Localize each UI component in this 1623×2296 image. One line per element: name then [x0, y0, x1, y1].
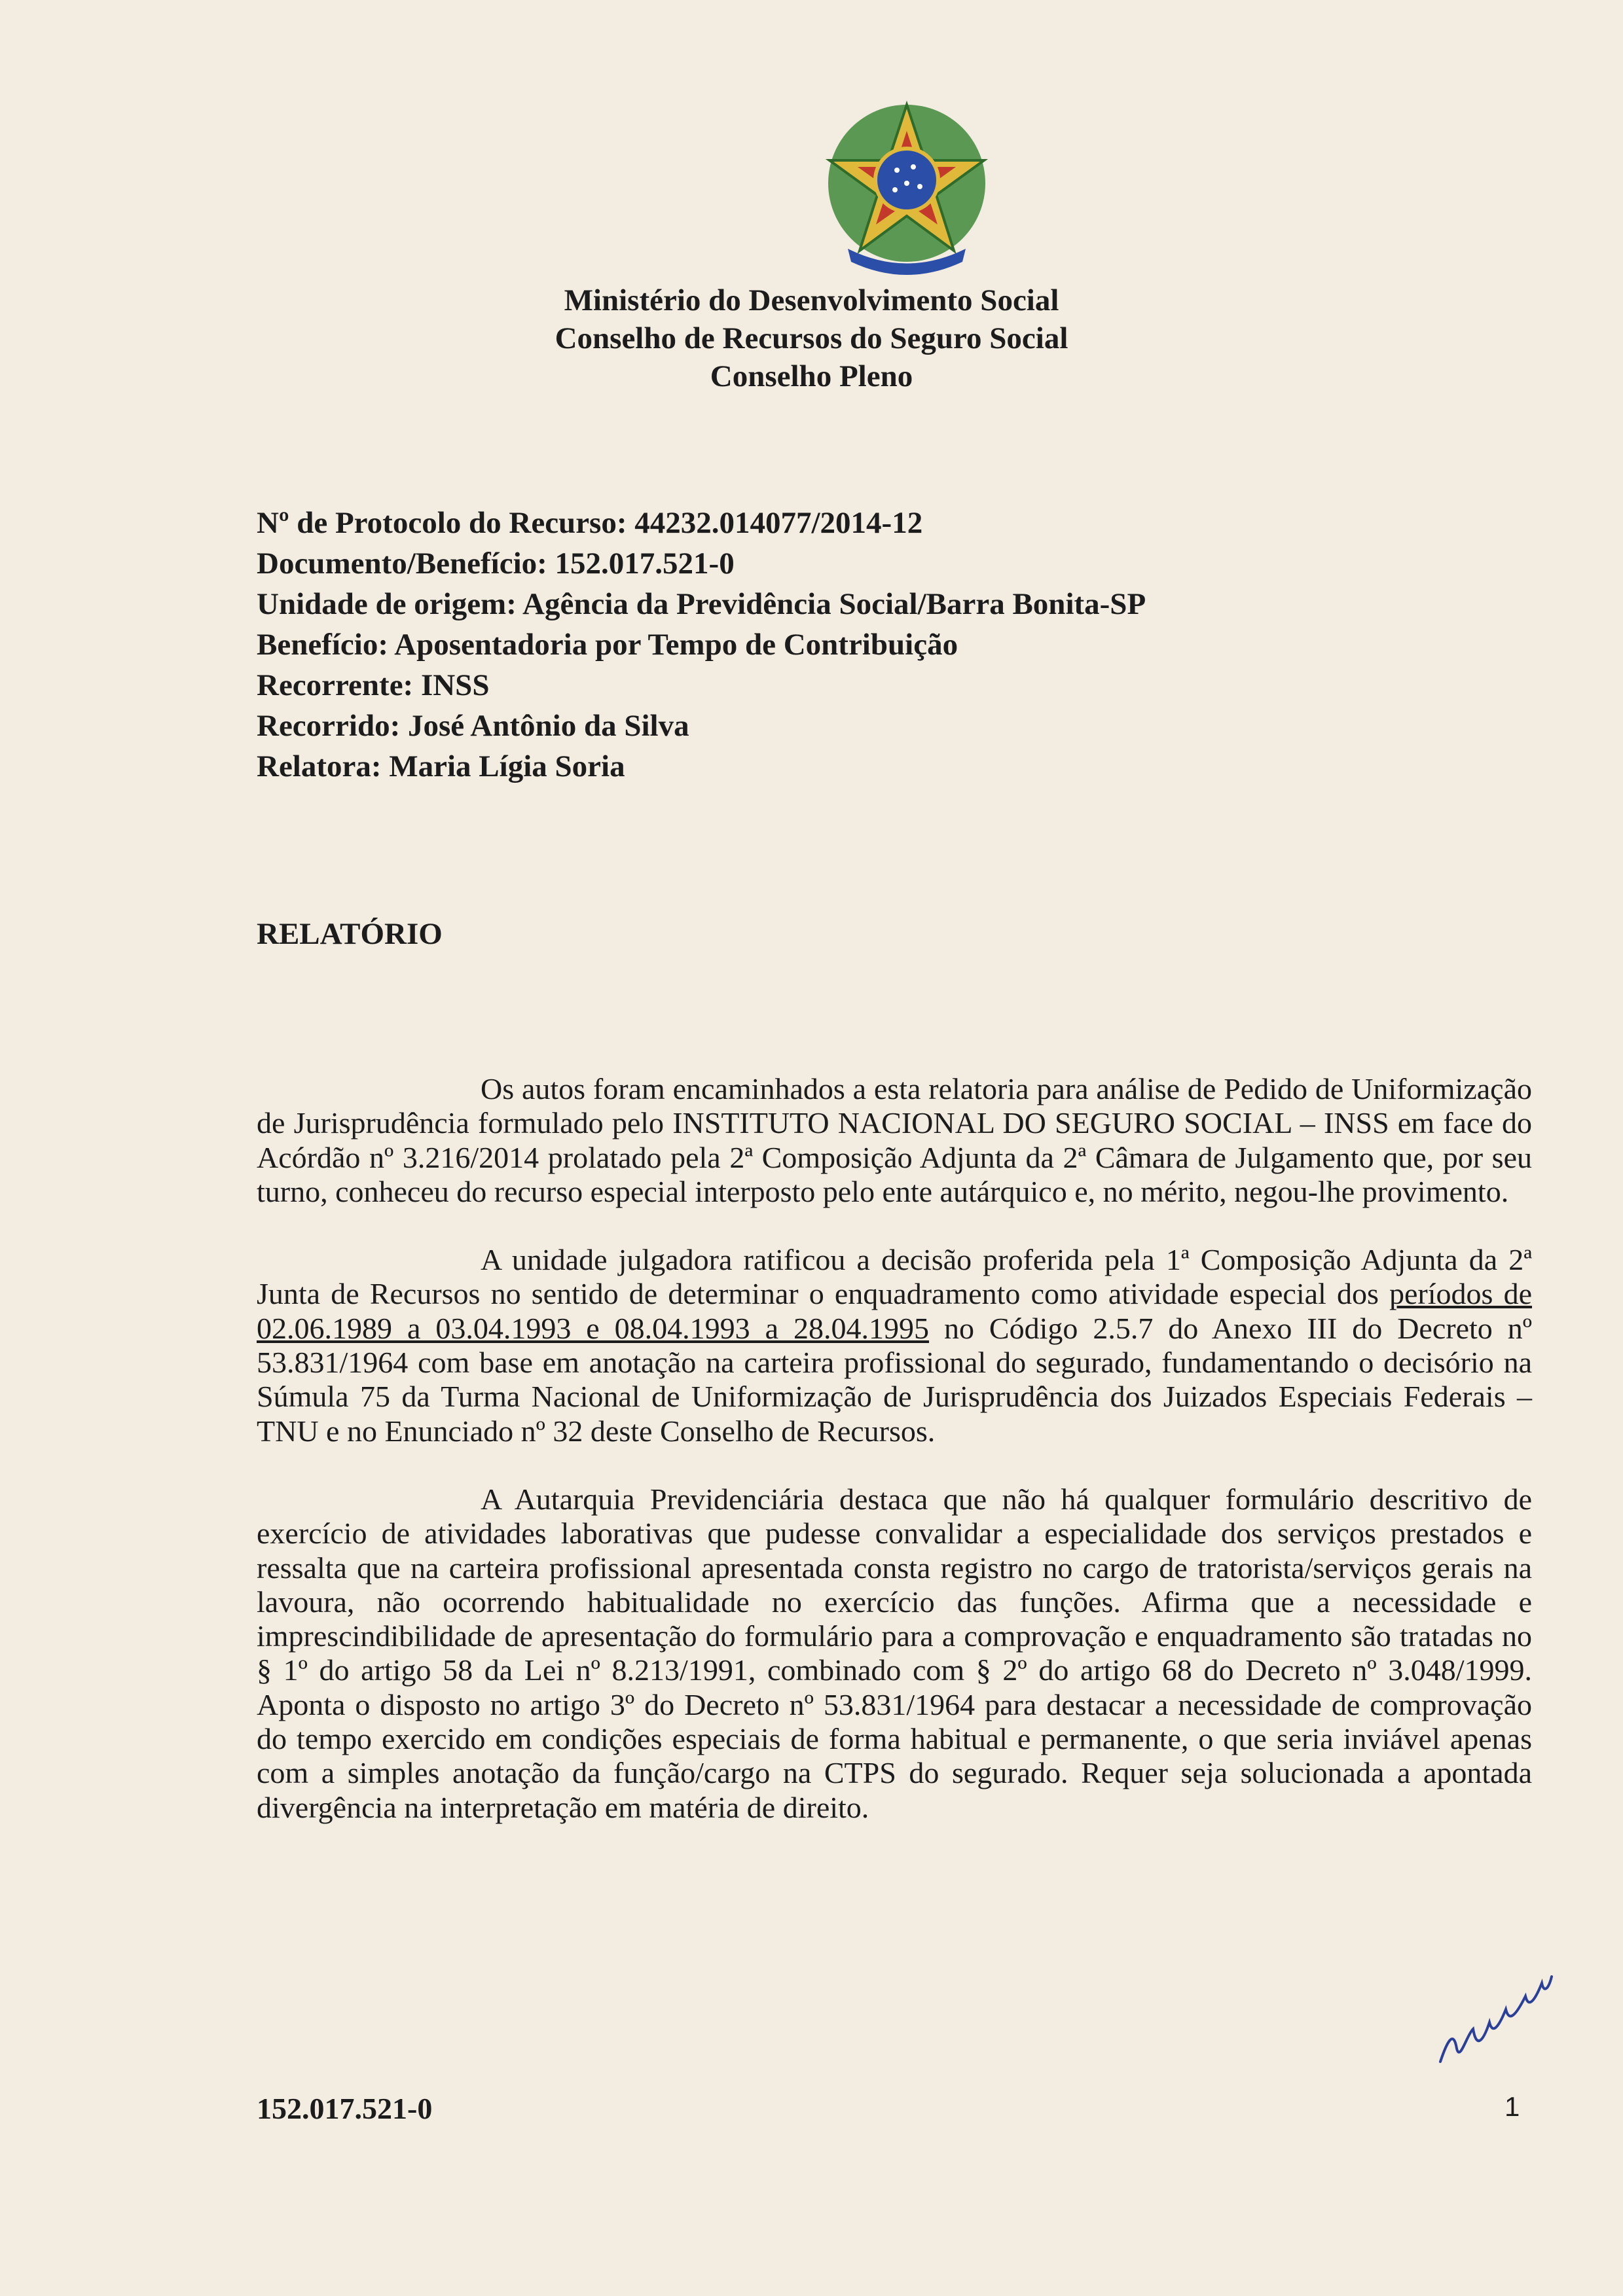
meta-recorrente: Recorrente: INSS: [257, 668, 490, 702]
footer-document-number: 152.017.521-0: [257, 2092, 433, 2125]
document-body: [257, 1072, 1532, 1859]
meta-relatora: Relatora: Maria Lígia Soria: [257, 749, 625, 783]
section-title: RELATÓRIO: [257, 917, 443, 951]
meta-unidade: Unidade de origem: Agência da Previdência Social/Barra Bonita-SP: [257, 587, 1146, 621]
handwritten-signature-icon: [1427, 1964, 1558, 2075]
header-ministry: Ministério do Desenvolvimento Social: [564, 283, 1059, 317]
paragraph-2-underlined-periods: períodos de 02.06.1989 a 03.04.1993 e 08.04.1993 a 28.04.1995: [257, 1277, 1533, 1345]
case-metadata: [257, 503, 1146, 787]
footer-page-number: 1: [1504, 2091, 1520, 2122]
paragraph-3: A Autarquia Previdenciária destaca que não há qualquer formulário descritivo de exercício de atividades laborativas que pudesse convalidar a especialidade dos serviços prestados e ressalta que na carteira profissional apresentada consta registro no cargo de tratorista/serviços gerais na lavoura, não ocorrendo habitualidade no exercício das funções. Afirma que a necessidade e imprescindibilidade de apresentação do formulário para a comprovação e enquadramento são tratadas no § 1º do artigo 58 da Lei nº 8.213/1991, combinado com § 2º do artigo 68 do Decreto nº 3.048/1999. Aponta o disposto no artigo 3º do Decreto nº 53.831/1964 para destacar a necessidade de comprovação do tempo exercido em condições especiais de forma habitual e permanente, o que seria inviável apenas com a simples anotação da função/cargo na CTPS do segurado. Requer seja solucionada a apontada divergência na interpretação em matéria de direito.: [257, 1482, 1532, 1824]
paragraph-2-end: no Código 2.5.7 do Anexo III do Decreto nº 53.831/1964 com base em anotação na carteira profissional do segurado, fundamentando o decisório na Súmula 75 da Turma Nacional de Uniformização de Jurisprudência dos Juizados Especiais Federais – TNU e no Enunciado nº 32 deste Conselho de Recursos.: [257, 1311, 1532, 1448]
header-plenary: Conselho Pleno: [710, 359, 913, 393]
header-council: Conselho de Recursos do Seguro Social: [555, 321, 1068, 355]
meta-protocolo: Nº de Protocolo do Recurso: 44232.014077/2014-12: [257, 506, 923, 540]
paragraph-2: [257, 1243, 1532, 1448]
meta-beneficio: Benefício: Aposentadoria por Tempo de Contribuição: [257, 628, 958, 662]
meta-documento: Documento/Benefício: 152.017.521-0: [257, 547, 735, 581]
meta-recorrido: Recorrido: José Antônio da Silva: [257, 709, 689, 743]
paragraph-1: Os autos foram encaminhados a esta relatoria para análise de Pedido de Uniformização de Jurisprudência formulado pelo INSTITUTO NACIONAL DO SEGURO SOCIAL – INSS em face do Acórdão nº 3.216/2014 prolatado pela 2ª Composição Adjunta da 2ª Câmara de Julgamento que, por seu turno, conheceu do recurso especial interposto pelo ente autárquico e, no mérito, negou-lhe provimento.: [257, 1072, 1532, 1208]
brazil-coat-of-arms-icon: [809, 92, 1005, 288]
paragraph-2-start: A unidade julgadora ratificou a decisão proferida pela 1ª Composição Adjunta da 2ª Junta de Recursos no sentido de determinar o enquadramento como atividade especial dos: [257, 1243, 1532, 1311]
document-header: [0, 281, 1623, 395]
